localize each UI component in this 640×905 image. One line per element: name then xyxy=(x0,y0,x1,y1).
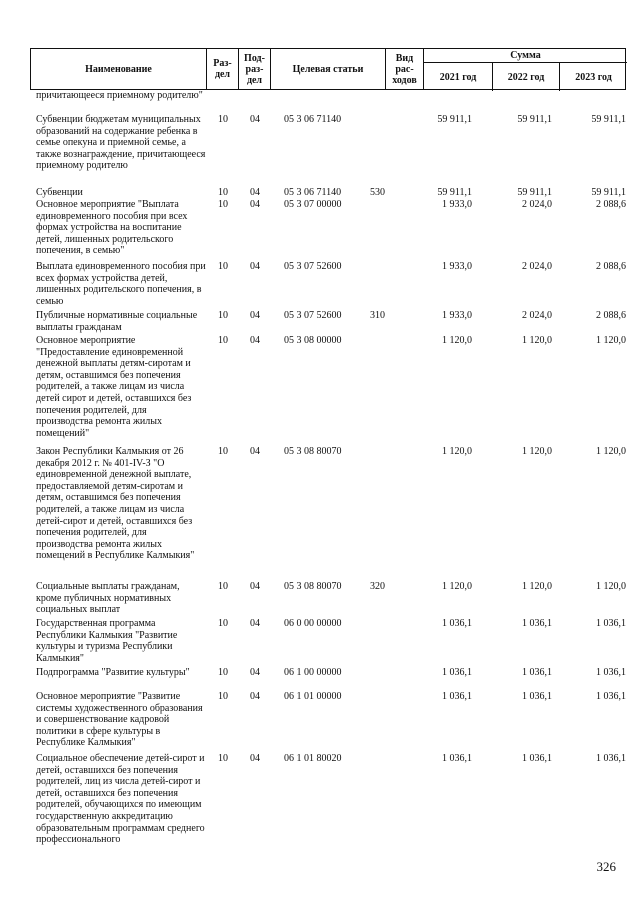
row-sum-2021: 1 036,1 xyxy=(442,618,472,629)
row-razdel: 10 xyxy=(218,187,228,198)
row-sum-2022: 59 911,1 xyxy=(517,187,552,198)
row-sum-2022: 1 120,0 xyxy=(522,581,552,592)
row-sum-2023: 1 036,1 xyxy=(596,691,626,702)
row-razdel: 10 xyxy=(218,618,228,629)
row-podrazdel: 04 xyxy=(250,446,260,457)
row-podrazdel: 04 xyxy=(250,581,260,592)
row-sum-2022: 2 024,0 xyxy=(522,199,552,210)
row-razdel: 10 xyxy=(218,261,228,272)
row-celevaya: 05 3 06 71140 xyxy=(284,187,342,198)
header-vid: Вид рас-ходов xyxy=(386,49,424,89)
row-razdel: 10 xyxy=(218,667,228,678)
row-sum-2021: 1 120,0 xyxy=(442,581,472,592)
row-name: Основное мероприятие "Выплата единовременного пособия при всех формах устройства на воспитание детей, лишенных родительского попечения, в семью" xyxy=(36,199,188,257)
row-sum-2022: 1 036,1 xyxy=(522,667,552,678)
row-sum-2022: 1 036,1 xyxy=(522,753,552,764)
row-sum-2021: 59 911,1 xyxy=(437,114,472,125)
row-name: Закон Республики Калмыкия от 26 декабря 2012 г. № 401-IV-З "О единовременной денежной выплате, предоставляемой детям-сиротам и детям, оставшимся без попечения родителей, а также лицам из числа детей-сирот и детей, оставшихся без попечения родителей, для производства ремонта жилых помещений в Республике Калмыкия" xyxy=(36,446,195,562)
page-number: 326 xyxy=(596,859,616,874)
row-sum-2022: 1 036,1 xyxy=(522,618,552,629)
row-celevaya: 05 3 08 00000 xyxy=(284,335,342,346)
row-name: Основное мероприятие "Развитие системы художественного образования и совершенствование кадровой политики в сфере культуры в Республике Калмыкия" xyxy=(36,691,203,749)
row-podrazdel: 04 xyxy=(250,187,260,198)
row-name: Субвенции xyxy=(36,187,83,198)
row-name: Выплата единовременного пособия при всех формах устройства детей, лишенных родительского попечения, в семью xyxy=(36,261,206,307)
header-razdel: Раз-дел xyxy=(207,49,239,89)
row-sum-2023: 59 911,1 xyxy=(591,114,626,125)
row-name: Государственная программа Республики Калмыкия "Развитие культуры и туризма Республики Калмыкия" xyxy=(36,618,178,664)
row-vid: 310 xyxy=(370,310,385,321)
row-sum-2023: 1 120,0 xyxy=(596,446,626,457)
row-celevaya: 06 0 00 00000 xyxy=(284,618,342,629)
row-celevaya: 05 3 08 80070 xyxy=(284,581,342,592)
row-celevaya: 05 3 08 80070 xyxy=(284,446,342,457)
row-name: Подпрограмма "Развитие культуры" xyxy=(36,667,190,678)
row-sum-2021: 1 120,0 xyxy=(442,335,472,346)
header-year-2021: 2021 год xyxy=(424,63,493,91)
row-vid: 320 xyxy=(370,581,385,592)
header-summa: Сумма xyxy=(424,49,627,63)
header-year-2023: 2023 год xyxy=(575,71,612,83)
row-podrazdel: 04 xyxy=(250,753,260,764)
row-razdel: 10 xyxy=(218,581,228,592)
row-name: Субвенции бюджетам муниципальных образований на содержание ребенка в семье опекуна и приемной семье, а также вознаграждение, причитающееся приемному родителю xyxy=(36,114,206,172)
row-sum-2023: 1 120,0 xyxy=(596,335,626,346)
row-sum-2023: 2 088,6 xyxy=(596,310,626,321)
row-podrazdel: 04 xyxy=(250,667,260,678)
row-razdel: 10 xyxy=(218,753,228,764)
row-celevaya: 06 1 01 80020 xyxy=(284,753,342,764)
row-razdel: 10 xyxy=(218,691,228,702)
row-sum-2023: 1 036,1 xyxy=(596,667,626,678)
row-razdel: 10 xyxy=(218,199,228,210)
row-sum-2022: 1 120,0 xyxy=(522,446,552,457)
row-sum-2022: 59 911,1 xyxy=(517,114,552,125)
row-sum-2021: 1 933,0 xyxy=(442,261,472,272)
header-celevaya: Целевая статьи xyxy=(271,49,386,89)
row-razdel: 10 xyxy=(218,335,228,346)
row-sum-2021: 1 120,0 xyxy=(442,446,472,457)
row-celevaya: 06 1 00 00000 xyxy=(284,667,342,678)
row-sum-2021: 1 036,1 xyxy=(442,753,472,764)
row-sum-2023: 59 911,1 xyxy=(591,187,626,198)
row-podrazdel: 04 xyxy=(250,114,260,125)
row-celevaya: 05 3 06 71140 xyxy=(284,114,342,125)
row-podrazdel: 04 xyxy=(250,691,260,702)
row-podrazdel: 04 xyxy=(250,335,260,346)
row-name: Основное мероприятие "Предоставление единовременной денежной выплаты детям-сиротам и детям, оставшимся без попечения родителей, а также лицам из числа детей сирот и детей, оставшихся без попечения родителей, для производства ремонта жилых помещений" xyxy=(36,335,192,439)
row-vid: 530 xyxy=(370,187,385,198)
header-summa-group xyxy=(424,49,627,89)
row-sum-2023: 1 036,1 xyxy=(596,753,626,764)
row-sum-2021: 1 933,0 xyxy=(442,199,472,210)
row-name: Социальные выплаты гражданам, кроме публичных нормативных социальных выплат xyxy=(36,581,180,616)
row-razdel: 10 xyxy=(218,446,228,457)
row-name: Социальное обеспечение детей-сирот и детей, оставшихся без попечения родителей, лиц из числа детей-сирот и детей, оставшихся без попечения родителей, обучающихся по имеющим государственную аккредитацию образовательным программам среднего профессионального xyxy=(36,753,205,846)
row-sum-2023: 1 120,0 xyxy=(596,581,626,592)
row-celevaya: 05 3 07 52600 xyxy=(284,261,342,272)
row-celevaya: 06 1 01 00000 xyxy=(284,691,342,702)
header-name: Наименование xyxy=(31,49,207,89)
row-razdel: 10 xyxy=(218,310,228,321)
row-name: Публичные нормативные социальные выплаты гражданам xyxy=(36,310,198,333)
row-celevaya: 05 3 07 52600 xyxy=(284,310,342,321)
row-sum-2021: 1 933,0 xyxy=(442,310,472,321)
row-name: причитающееся приемному родителю" xyxy=(36,90,203,101)
row-razdel: 10 xyxy=(218,114,228,125)
row-sum-2022: 1 036,1 xyxy=(522,691,552,702)
row-podrazdel: 04 xyxy=(250,261,260,272)
row-celevaya: 05 3 07 00000 xyxy=(284,199,342,210)
header-year-2022: 2022 год xyxy=(493,63,560,91)
row-sum-2022: 2 024,0 xyxy=(522,310,552,321)
row-podrazdel: 04 xyxy=(250,618,260,629)
row-sum-2021: 1 036,1 xyxy=(442,667,472,678)
table-header xyxy=(30,48,626,90)
row-sum-2021: 59 911,1 xyxy=(437,187,472,198)
row-podrazdel: 04 xyxy=(250,310,260,321)
header-podrazdel: Под-раз-дел xyxy=(239,49,271,89)
row-sum-2022: 1 120,0 xyxy=(522,335,552,346)
row-sum-2022: 2 024,0 xyxy=(522,261,552,272)
row-sum-2023: 1 036,1 xyxy=(596,618,626,629)
row-sum-2023: 2 088,6 xyxy=(596,261,626,272)
row-sum-2021: 1 036,1 xyxy=(442,691,472,702)
row-sum-2023: 2 088,6 xyxy=(596,199,626,210)
row-podrazdel: 04 xyxy=(250,199,260,210)
